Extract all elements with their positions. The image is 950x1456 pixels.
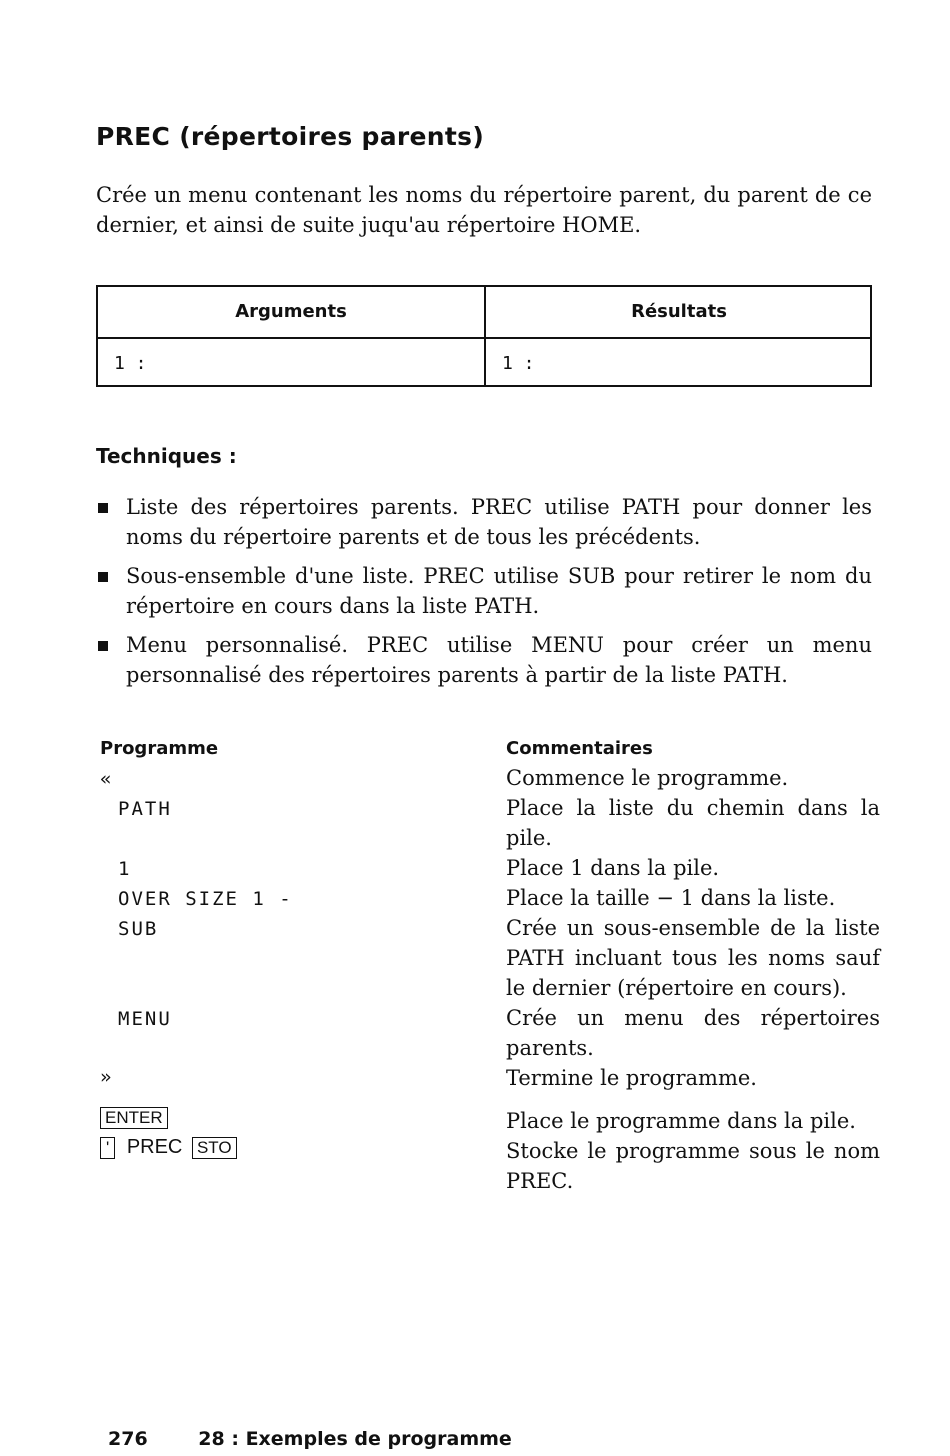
comment-one: Place 1 dans la pile. bbox=[506, 856, 720, 880]
bullet-square-icon bbox=[98, 572, 108, 582]
comment-open: Commence le programme. bbox=[506, 766, 789, 790]
comment-enter: Place le programme dans la pile. bbox=[506, 1109, 856, 1133]
results-header: Résultats bbox=[631, 301, 727, 322]
program-path: PATH bbox=[118, 798, 172, 820]
technique-text: Menu personnalisé. PREC utilise MENU pour créer un menu personnalisé des répertoires parents à partir de la liste PATH. bbox=[126, 633, 872, 687]
program-sub: SUB bbox=[118, 918, 159, 940]
store-key-line bbox=[100, 1136, 237, 1159]
argument-cell: 1 : bbox=[114, 353, 147, 374]
result-cell: 1 : bbox=[502, 353, 535, 374]
comment-over: Place la taille − 1 dans la liste. bbox=[506, 886, 836, 910]
arguments-results-table bbox=[96, 285, 872, 387]
chapter-title: 28 : Exemples de programme bbox=[198, 1428, 512, 1450]
technique-text: Liste des répertoires parents. PREC utilise PATH pour donner les noms du répertoire parents et de tous les précédents. bbox=[126, 495, 872, 549]
comment-menu: Crée un menu des répertoires parents. bbox=[506, 1006, 880, 1060]
page-number: 276 bbox=[108, 1428, 148, 1450]
techniques-list bbox=[96, 492, 872, 699]
intro-paragraph: Crée un menu contenant les noms du répertoire parent, du parent de ce dernier, et ainsi de suite juqu'au répertoire HOME. bbox=[96, 183, 872, 237]
program-open: « bbox=[100, 768, 114, 790]
comment-sto: Stocke le programme sous le nom PREC. bbox=[506, 1139, 880, 1193]
list-item bbox=[96, 561, 872, 621]
program-one: 1 bbox=[118, 858, 132, 880]
comments-heading: Commentaires bbox=[506, 738, 653, 759]
prec-name: PREC bbox=[126, 1136, 183, 1158]
program-over-size: OVER SIZE 1 - bbox=[118, 888, 293, 910]
techniques-heading: Techniques : bbox=[96, 444, 237, 468]
table-divider bbox=[98, 337, 870, 339]
comment-close: Termine le programme. bbox=[506, 1066, 757, 1090]
comment-path: Place la liste du chemin dans la pile. bbox=[506, 796, 880, 850]
list-item bbox=[96, 630, 872, 690]
program-close: » bbox=[100, 1066, 114, 1088]
program-heading: Programme bbox=[100, 738, 219, 759]
enter-key: ENTER bbox=[100, 1107, 168, 1129]
bullet-square-icon bbox=[98, 641, 108, 651]
sto-key: STO bbox=[192, 1137, 237, 1159]
comment-sub: Crée un sous-ensemble de la liste PATH incluant tous les noms sauf le dernier (répertoire en cours). bbox=[506, 916, 880, 1000]
page-footer bbox=[108, 1428, 512, 1450]
page-title: PREC (répertoires parents) bbox=[96, 122, 485, 151]
bullet-square-icon bbox=[98, 503, 108, 513]
enter-key-line bbox=[100, 1106, 168, 1129]
arguments-header: Arguments bbox=[235, 301, 347, 322]
technique-text: Sous-ensemble d'une liste. PREC utilise SUB pour retirer le nom du répertoire en cours dans la liste PATH. bbox=[126, 564, 872, 618]
list-item bbox=[96, 492, 872, 552]
program-menu: MENU bbox=[118, 1008, 172, 1030]
quote-key: ' bbox=[100, 1137, 115, 1159]
